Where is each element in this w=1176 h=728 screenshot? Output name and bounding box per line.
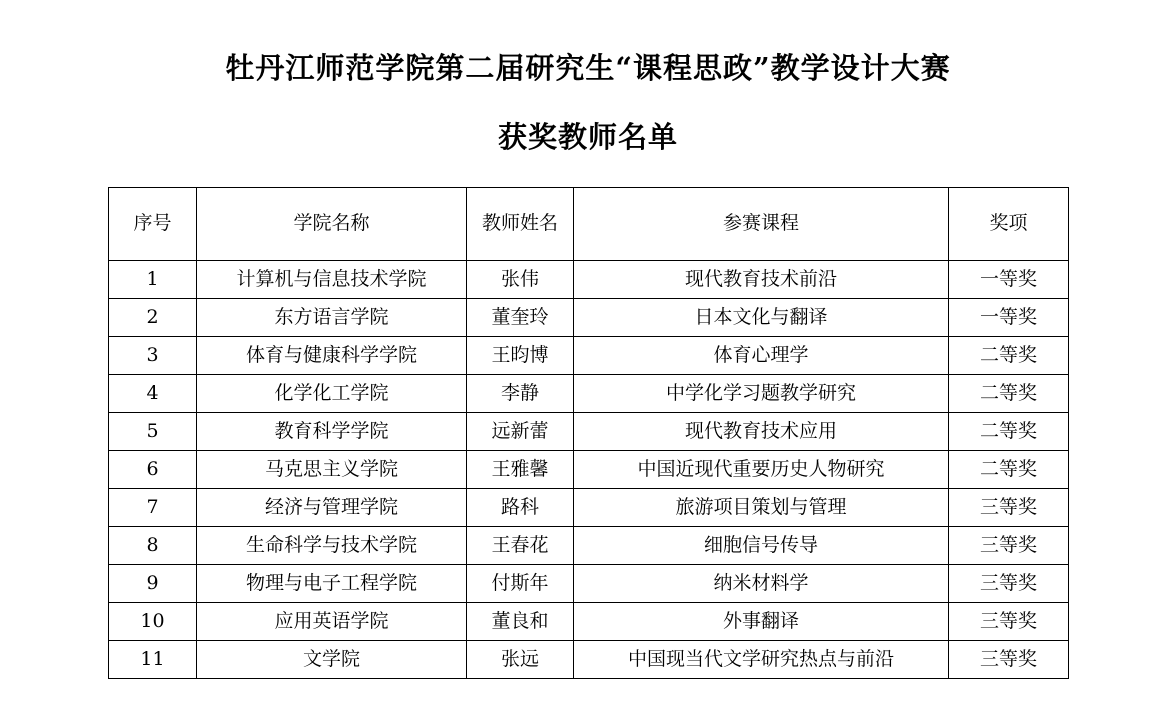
cell-award: 三等奖 xyxy=(949,565,1069,603)
cell-seq: 8 xyxy=(109,527,197,565)
cell-award: 二等奖 xyxy=(949,337,1069,375)
table-row xyxy=(109,641,1069,679)
cell-course: 体育心理学 xyxy=(574,337,949,375)
cell-award: 三等奖 xyxy=(949,641,1069,679)
table-row xyxy=(109,375,1069,413)
table-header-row xyxy=(109,188,1069,261)
table-row xyxy=(109,527,1069,565)
cell-seq: 9 xyxy=(109,565,197,603)
cell-seq: 7 xyxy=(109,489,197,527)
page-title: 牡丹江师范学院第二届研究生“课程思政”教学设计大赛 xyxy=(225,51,951,85)
column-header-course: 参赛课程 xyxy=(574,188,949,261)
cell-seq: 4 xyxy=(109,375,197,413)
column-header-college: 学院名称 xyxy=(197,188,467,261)
cell-teacher: 董奎玲 xyxy=(467,299,574,337)
table-row xyxy=(109,337,1069,375)
cell-course: 中学化学习题教学研究 xyxy=(574,375,949,413)
cell-seq: 10 xyxy=(109,603,197,641)
cell-college: 物理与电子工程学院 xyxy=(197,565,467,603)
table-row xyxy=(109,603,1069,641)
cell-seq: 2 xyxy=(109,299,197,337)
cell-college: 东方语言学院 xyxy=(197,299,467,337)
cell-course: 纳米材料学 xyxy=(574,565,949,603)
cell-course: 中国现当代文学研究热点与前沿 xyxy=(574,641,949,679)
cell-teacher: 张伟 xyxy=(467,261,574,299)
cell-award: 一等奖 xyxy=(949,261,1069,299)
cell-award: 三等奖 xyxy=(949,603,1069,641)
table-body xyxy=(109,261,1069,679)
cell-course: 现代教育技术前沿 xyxy=(574,261,949,299)
column-header-seq: 序号 xyxy=(109,188,197,261)
award-table-wrap xyxy=(108,187,1068,679)
cell-teacher: 王雅馨 xyxy=(467,451,574,489)
cell-college: 教育科学学院 xyxy=(197,413,467,451)
cell-teacher: 董良和 xyxy=(467,603,574,641)
cell-course: 细胞信号传导 xyxy=(574,527,949,565)
column-header-award: 奖项 xyxy=(949,188,1069,261)
cell-seq: 5 xyxy=(109,413,197,451)
table-row xyxy=(109,451,1069,489)
cell-college: 生命科学与技术学院 xyxy=(197,527,467,565)
cell-college: 应用英语学院 xyxy=(197,603,467,641)
cell-college: 文学院 xyxy=(197,641,467,679)
table-row xyxy=(109,565,1069,603)
cell-teacher: 付斯年 xyxy=(467,565,574,603)
cell-college: 体育与健康科学学院 xyxy=(197,337,467,375)
cell-award: 二等奖 xyxy=(949,375,1069,413)
cell-teacher: 王春花 xyxy=(467,527,574,565)
cell-course: 中国近现代重要历史人物研究 xyxy=(574,451,949,489)
cell-seq: 1 xyxy=(109,261,197,299)
cell-course: 旅游项目策划与管理 xyxy=(574,489,949,527)
document-title-block xyxy=(0,0,1176,157)
cell-course: 现代教育技术应用 xyxy=(574,413,949,451)
cell-college: 化学化工学院 xyxy=(197,375,467,413)
cell-college: 经济与管理学院 xyxy=(197,489,467,527)
table-row xyxy=(109,299,1069,337)
award-table xyxy=(108,187,1069,679)
cell-seq: 3 xyxy=(109,337,197,375)
table-header xyxy=(109,188,1069,261)
cell-teacher: 路科 xyxy=(467,489,574,527)
table-row xyxy=(109,489,1069,527)
cell-award: 一等奖 xyxy=(949,299,1069,337)
cell-teacher: 李静 xyxy=(467,375,574,413)
cell-course: 日本文化与翻译 xyxy=(574,299,949,337)
cell-college: 计算机与信息技术学院 xyxy=(197,261,467,299)
cell-teacher: 远新蕾 xyxy=(467,413,574,451)
column-header-teacher: 教师姓名 xyxy=(467,188,574,261)
cell-award: 三等奖 xyxy=(949,489,1069,527)
table-row xyxy=(109,261,1069,299)
table-row xyxy=(109,413,1069,451)
cell-teacher: 王昀博 xyxy=(467,337,574,375)
cell-award: 三等奖 xyxy=(949,527,1069,565)
cell-teacher: 张远 xyxy=(467,641,574,679)
cell-award: 二等奖 xyxy=(949,451,1069,489)
cell-award: 二等奖 xyxy=(949,413,1069,451)
page-subtitle: 获奖教师名单 xyxy=(497,119,678,154)
cell-seq: 6 xyxy=(109,451,197,489)
cell-college: 马克思主义学院 xyxy=(197,451,467,489)
cell-course: 外事翻译 xyxy=(574,603,949,641)
cell-seq: 11 xyxy=(109,641,197,679)
